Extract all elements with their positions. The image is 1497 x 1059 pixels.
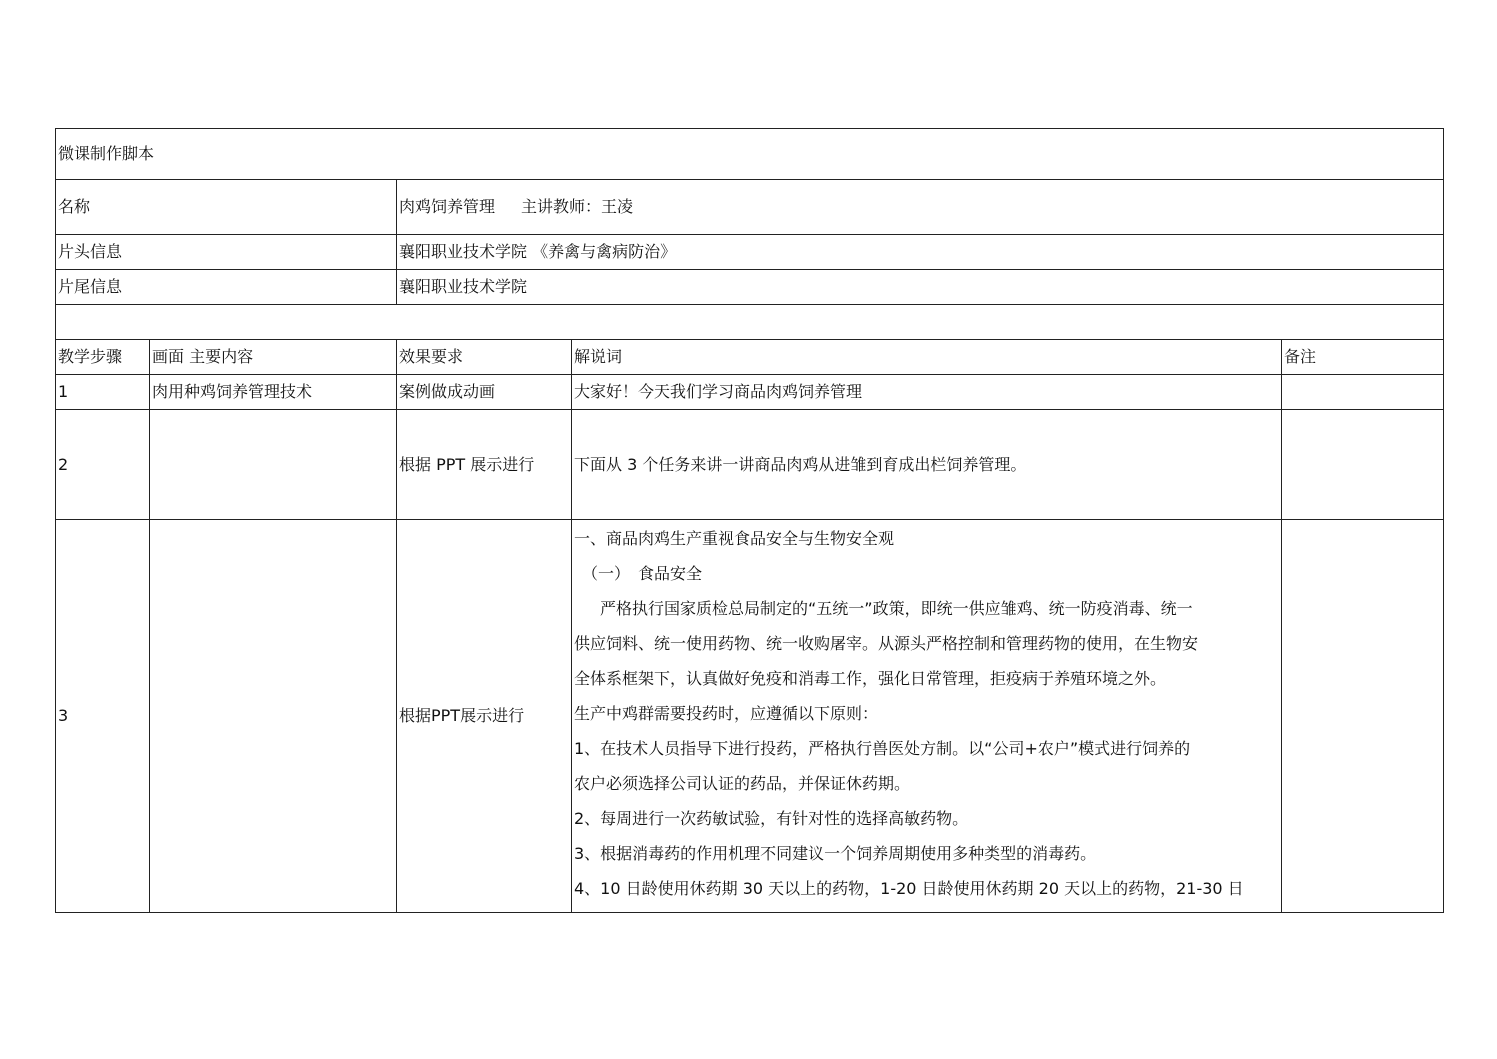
narration-line: 1、在技术人员指导下进行投药，严格执行兽医处方制。以“公司+农户”模式进行饲养的 [574,739,1191,758]
name-row [56,180,1444,235]
table-row [56,520,1444,913]
lecturer: 主讲教师：王凌 [521,197,634,216]
step-cell: 3 [56,520,150,913]
blank-row [56,305,1444,340]
blank-cell [56,305,1444,340]
note-cell [1282,410,1444,520]
narration-line: 2、每周进行一次药敏试验，有针对性的选择高敏药物。 [574,809,969,828]
header-effect: 效果要求 [397,340,572,375]
narration-subheading: （一） 食品安全 [582,564,703,583]
header-narration: 解说词 [572,340,1282,375]
effect-cell: 案例做成动画 [397,375,572,410]
ending-label: 片尾信息 [56,270,397,305]
course-name: 肉鸡饲养管理 [399,197,496,216]
narration-heading: 一、商品肉鸡生产重视食品安全与生物安全观 [574,529,895,548]
opening-label: 片头信息 [56,235,397,270]
narration-cell: 大家好！今天我们学习商品肉鸡饲养管理 [572,375,1282,410]
content-cell [150,410,397,520]
note-cell [1282,520,1444,913]
name-value [397,180,1444,235]
title-row [56,129,1444,180]
narration-cell: 下面从 3 个任务来讲一讲商品肉鸡从进雏到育成出栏饲养管理。 [572,410,1282,520]
table-title: 微课制作脚本 [56,129,1444,180]
ending-row [56,270,1444,305]
header-note: 备注 [1282,340,1444,375]
table-row [56,375,1444,410]
header-content: 画面 主要内容 [150,340,397,375]
micro-course-script-table [55,128,1444,913]
ending-value: 襄阳职业技术学院 [397,270,1444,305]
narration-cell [572,520,1282,913]
opening-row [56,235,1444,270]
narration-line: 生产中鸡群需要投药时，应遵循以下原则： [574,704,879,723]
step-cell: 2 [56,410,150,520]
narration-line: 严格执行国家质检总局制定的“五统一”政策，即统一供应雏鸡、统一防疫消毒、统一 [600,599,1193,618]
table-row [56,410,1444,520]
narration-line: 3、根据消毒药的作用机理不同建议一个饲养周期使用多种类型的消毒药。 [574,844,1097,863]
content-cell [150,520,397,913]
opening-value: 襄阳职业技术学院 《养禽与禽病防治》 [397,235,1444,270]
narration-line: 供应饲料、统一使用药物、统一收购屠宰。从源头严格控制和管理药物的使用，在生物安 [574,634,1199,653]
narration-line: 农户必须选择公司认证的药品，并保证休药期。 [574,774,911,793]
content-cell: 肉用种鸡饲养管理技术 [150,375,397,410]
narration-line: 全体系框架下，认真做好免疫和消毒工作，强化日常管理，拒疫病于养殖环境之外。 [574,669,1167,688]
header-row [56,340,1444,375]
effect-cell: 根据PPT展示进行 [397,520,572,913]
step-cell: 1 [56,375,150,410]
narration-line: 4、10 日龄使用休药期 30 天以上的药物，1-20 日龄使用休药期 20 天以上的药物，21-30 日 [574,879,1244,898]
effect-cell: 根据 PPT 展示进行 [397,410,572,520]
note-cell [1282,375,1444,410]
header-step: 教学步骤 [56,340,150,375]
name-label: 名称 [56,180,397,235]
